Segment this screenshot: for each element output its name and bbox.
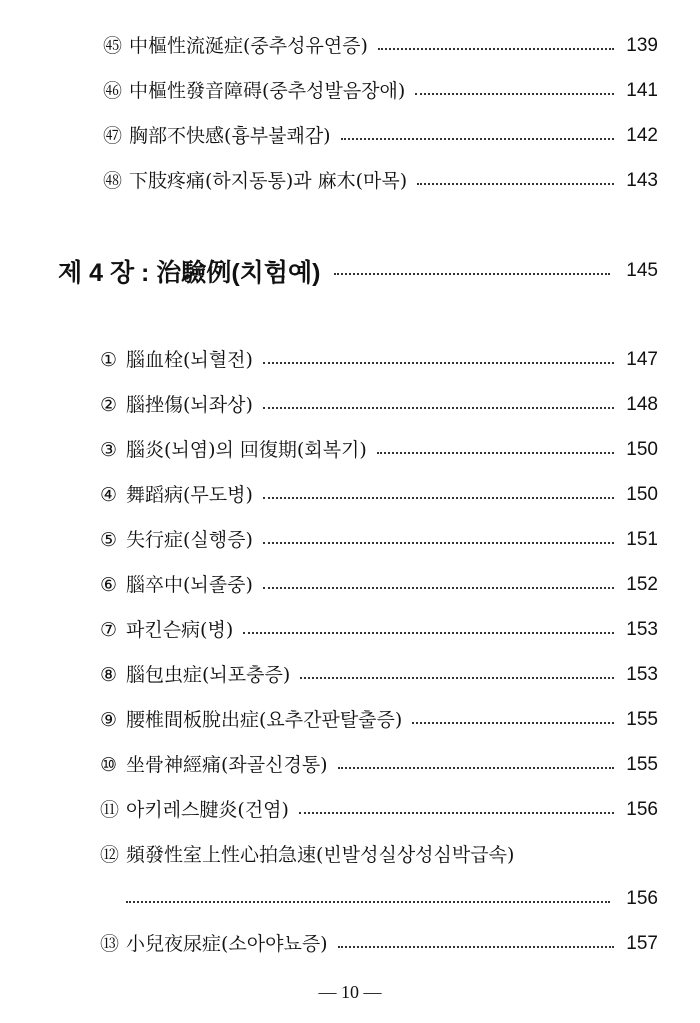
entry-number: ㊼ (103, 125, 123, 147)
entry-title: 頻發性室上性心拍急速(빈발성실상성심박급속) (126, 844, 515, 866)
chapter-page-number: 145 (626, 260, 658, 281)
entry-number: ㊽ (103, 170, 123, 192)
dot-leader (377, 452, 614, 454)
entry-title: 中樞性流涎症(중추성유연증) (129, 35, 368, 57)
dot-leader (415, 93, 614, 95)
entry-number: ⑬ (100, 933, 120, 955)
dot-leader (338, 946, 614, 948)
toc-entry (100, 345, 658, 375)
entry-number: ③ (100, 439, 118, 461)
entry-title: 坐骨神經痛(좌골신경통) (126, 754, 328, 776)
toc-entry (100, 705, 658, 735)
entry-number: ② (100, 394, 118, 416)
dot-leader (263, 362, 614, 364)
dot-leader (243, 632, 614, 634)
toc-entry-continuation (126, 884, 658, 914)
dot-leader (263, 587, 614, 589)
toc-entry (100, 525, 658, 555)
entry-page-number: 150 (626, 484, 658, 505)
entry-title: 小兒夜尿症(소아야뇨증) (126, 933, 328, 955)
entry-title: 胸部不快感(흉부불쾌감) (129, 125, 331, 147)
dot-leader (378, 48, 614, 50)
entry-number: ⑥ (100, 574, 118, 596)
entry-title: 腦炎(뇌염)의 回復期(회복기) (126, 439, 367, 461)
dot-leader (300, 677, 614, 679)
entry-number: ⑦ (100, 619, 118, 641)
toc-entry (103, 121, 658, 151)
entry-title: 腦卒中(뇌졸중) (126, 574, 253, 596)
entry-page-number: 155 (626, 754, 658, 775)
entry-page-number: 139 (626, 35, 658, 56)
toc-entry (100, 435, 658, 465)
dot-leader (417, 183, 614, 185)
entry-page-number: 142 (626, 125, 658, 146)
toc-entry (100, 480, 658, 510)
dot-leader (334, 273, 610, 275)
entry-number: ㊻ (103, 80, 123, 102)
entry-page-number: 151 (626, 529, 658, 550)
entry-page-number: 148 (626, 394, 658, 415)
dot-leader (299, 812, 614, 814)
entry-page-number: 156 (626, 799, 658, 820)
entry-page-number: 153 (626, 664, 658, 685)
entry-number: ① (100, 349, 118, 371)
entry-number: ④ (100, 484, 118, 506)
entry-page-number: 153 (626, 619, 658, 640)
entry-page-number: 150 (626, 439, 658, 460)
dot-leader (263, 407, 614, 409)
toc-entry (103, 76, 658, 106)
entry-page-number: 147 (626, 349, 658, 370)
entry-page-number: 155 (626, 709, 658, 730)
toc-entry (103, 166, 658, 196)
entry-title: 아키레스腱炎(건염) (126, 799, 289, 821)
toc-entry (100, 840, 658, 870)
entry-page-number: 141 (626, 80, 658, 101)
toc-entry (100, 570, 658, 600)
entry-title: 失行症(실행증) (126, 529, 253, 551)
toc-entry (100, 929, 658, 959)
entry-page-number: 152 (626, 574, 658, 595)
entry-title: 腦包虫症(뇌포충증) (126, 664, 291, 686)
dot-leader (263, 497, 614, 499)
entry-number: ㊺ (103, 35, 123, 57)
entry-title: 下肢疼痛(하지동통)과 麻木(마목) (129, 170, 408, 192)
entry-title: 舞蹈病(무도병) (126, 484, 253, 506)
chapter-heading (58, 253, 658, 289)
entry-title: 腦血栓(뇌혈전) (126, 349, 253, 371)
page-footer-number: — 10 — (318, 982, 382, 1002)
entry-title: 腦挫傷(뇌좌상) (126, 394, 253, 416)
dot-leader (126, 901, 610, 903)
dot-leader (338, 767, 614, 769)
dot-leader (412, 722, 614, 724)
dot-leader (341, 138, 614, 140)
toc-entry (100, 390, 658, 420)
entry-number: ⑤ (100, 529, 118, 551)
entry-number: ⑧ (100, 664, 118, 686)
entry-title: 腰椎間板脫出症(요추간판탈출증) (126, 709, 403, 731)
entry-title: 파킨슨病(병) (126, 619, 234, 641)
toc-entry (100, 795, 658, 825)
entry-number: ⑫ (100, 844, 120, 866)
entry-page-number: 143 (626, 170, 658, 191)
entry-page-number: 157 (626, 933, 658, 954)
chapter-title: 제 4 장 : 治驗例(치험예) (58, 259, 321, 287)
entry-number: ⑪ (100, 799, 120, 821)
entry-page-number: 156 (626, 888, 658, 909)
entry-number: ⑩ (100, 754, 118, 776)
toc-entry (100, 660, 658, 690)
entry-title: 中樞性發音障碍(중추성발음장애) (129, 80, 406, 102)
entry-number: ⑨ (100, 709, 118, 731)
toc-entry (100, 750, 658, 780)
dot-leader (263, 542, 614, 544)
toc-entry (103, 31, 658, 61)
toc-entry (100, 615, 658, 645)
